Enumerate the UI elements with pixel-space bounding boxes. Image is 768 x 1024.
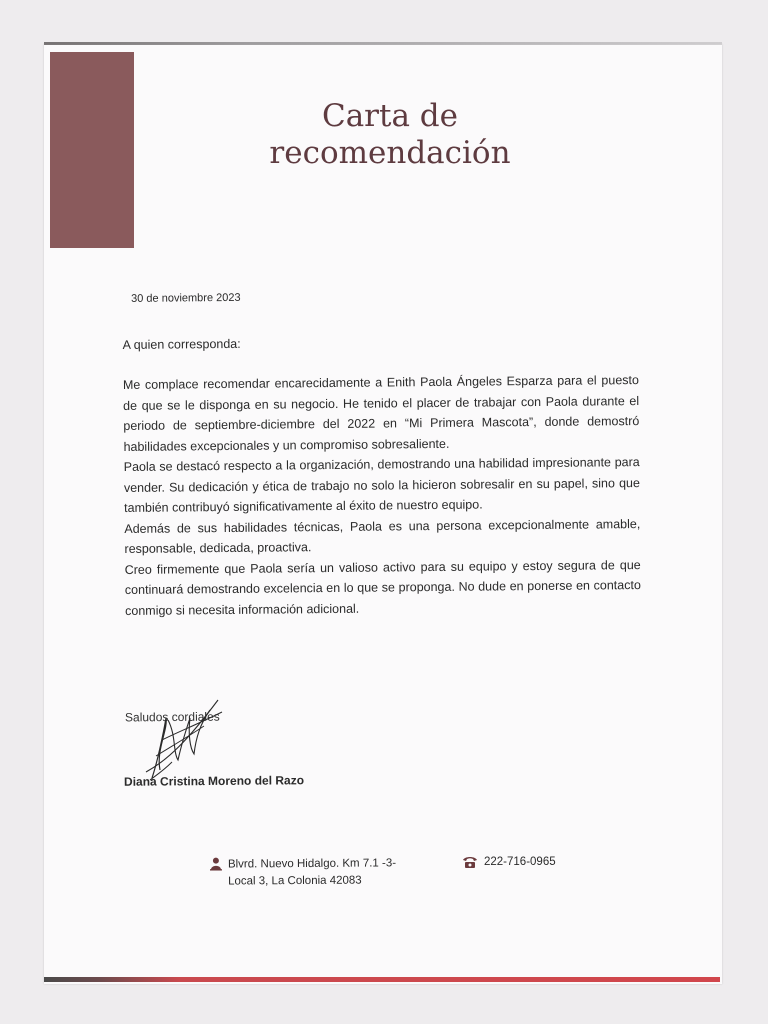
letter-date: 30 de noviembre 2023	[131, 291, 241, 305]
handwritten-signature	[138, 690, 228, 785]
header-accent-block	[50, 52, 134, 248]
footer-address	[210, 855, 396, 890]
signer-name: Diana Cristina Moreno del Razo	[123, 773, 305, 789]
address-line1: Blvrd. Nuevo Hidalgo. Km 7.1 -3-	[227, 857, 397, 871]
page-top-edge	[44, 42, 722, 45]
letter-paragraph: Me complace recomendar encarecidamente a Enith Paola Ángeles Esparza para el puesto de que se le disponga en su negocio. He tenido el placer de trabajar con Paola durante el periodo de septiembre-diciembre del 2022 en “Mi Primera Mascota”, donde demostró habilidades excepcionales y un compromiso sobresaliente.	[122, 373, 640, 454]
address-line2: Local 3, La Colonia 42083	[228, 874, 362, 888]
footer-accent-bar	[44, 977, 720, 982]
telephone-icon	[462, 856, 478, 868]
letter-paragraph: Además de sus habilidades técnicas, Paola es una persona excepcionalmente amable, responsable, dedicada, proactiva.	[124, 516, 641, 556]
letter-closing: Saludos cordiales	[124, 709, 220, 725]
letter-greeting: A quien corresponda:	[122, 336, 241, 352]
letter-body	[123, 370, 641, 621]
phone-number: 222-716-0965	[484, 856, 556, 868]
letter-paragraph: Creo firmemente que Paola sería un valioso activo para su equipo y estoy segura de que continuará demostrando excelencia en lo que se proponga. No dude en ponerse en contacto conmigo si necesita información adicional.	[124, 557, 641, 618]
letter-title-line1: Carta de	[321, 98, 458, 134]
location-pin-icon	[210, 857, 222, 871]
footer-phone	[462, 856, 556, 868]
letter-paragraph: Paola se destacó respecto a la organización, demostrando una habilidad impresionante para vender. Su dedicación y ética de trabajo no solo la hicieron sobresalir en su papel, sino que también contribuyó significativamente al éxito de nuestro equipo.	[123, 455, 640, 515]
letter-title-line2: recomendación	[269, 135, 511, 171]
